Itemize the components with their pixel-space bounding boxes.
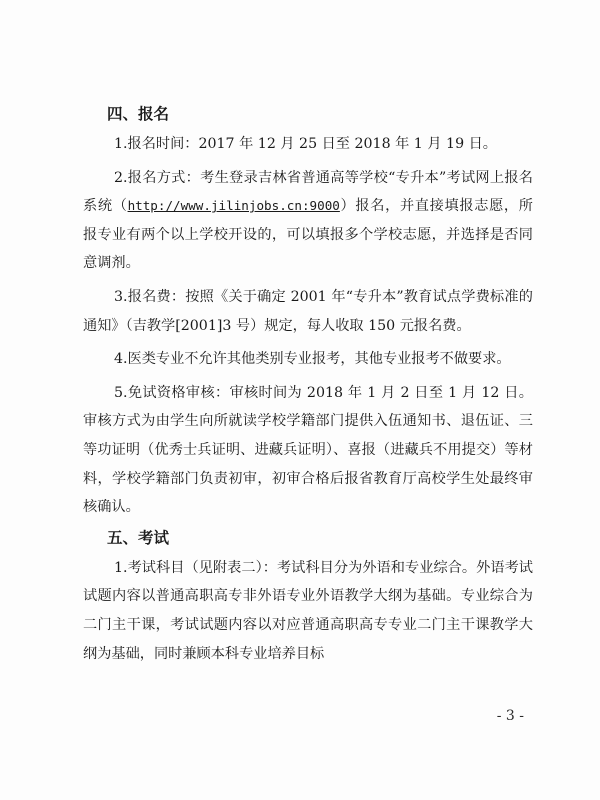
paragraph-registration-time: 1.报名时间：2017 年 12 月 25 日至 2018 年 1 月 19 日。 — [114, 136, 497, 152]
section-heading-exam: 五、考试 — [107, 528, 170, 547]
paragraph-registration-method — [83, 164, 533, 278]
section-heading-registration: 四、报名 — [107, 105, 170, 123]
paragraph-registration-fee: 3.报名费：按照《关于确定 2001 年“专升本”教育试点学费标准的通知》（吉教学[2001]3 号）规定，每人收取 150 元报名费。 — [83, 288, 533, 334]
document-body — [83, 98, 533, 668]
registration-method-text-end: ）报名，并直接填报志愿，所报专业有两个以上学校开设的，可以填报多个学校志愿，并选择是否同意调剂。 — [83, 198, 533, 272]
page-number: - 3 - — [496, 708, 524, 724]
registration-method-text-start: 2.报名方式：考生登录吉林省普通高等学校“专升本”考试网上报名系统（ — [83, 169, 533, 215]
paragraph-exemption-review: 5.免试资格审核：审核时间为 2018 年 1 月 2 日至 1 月 12 日。审核方式为由学生向所就读学校学籍部门提供入伍通知书、退伍证、三等功证明（优秀士兵证明、进藏兵证明）、喜报（进藏兵不用提交）等材料，学校学籍部门负责初审，初审合格后报省教育厅高校学生处最终审核确认。 — [83, 384, 533, 516]
registration-system-link[interactable]: http://www.jilinjobs.cn:9000 — [127, 198, 340, 214]
paragraph-medical-major-restriction: 4.医类专业不允许其他类别专业报考，其他专业报考不做要求。 — [114, 351, 511, 368]
paragraph-exam-subjects: 1.考试科目（见附表二）：考试科目分为外语和专业综合。外语考试试题内容以普通高职高专非外语专业外语教学大纲为基础。专业综合为二门主干课，考试试题内容以对应普通高职高专专业二门主干课教学大纲为基础，同时兼顾本科专业培养目标 — [83, 559, 533, 662]
